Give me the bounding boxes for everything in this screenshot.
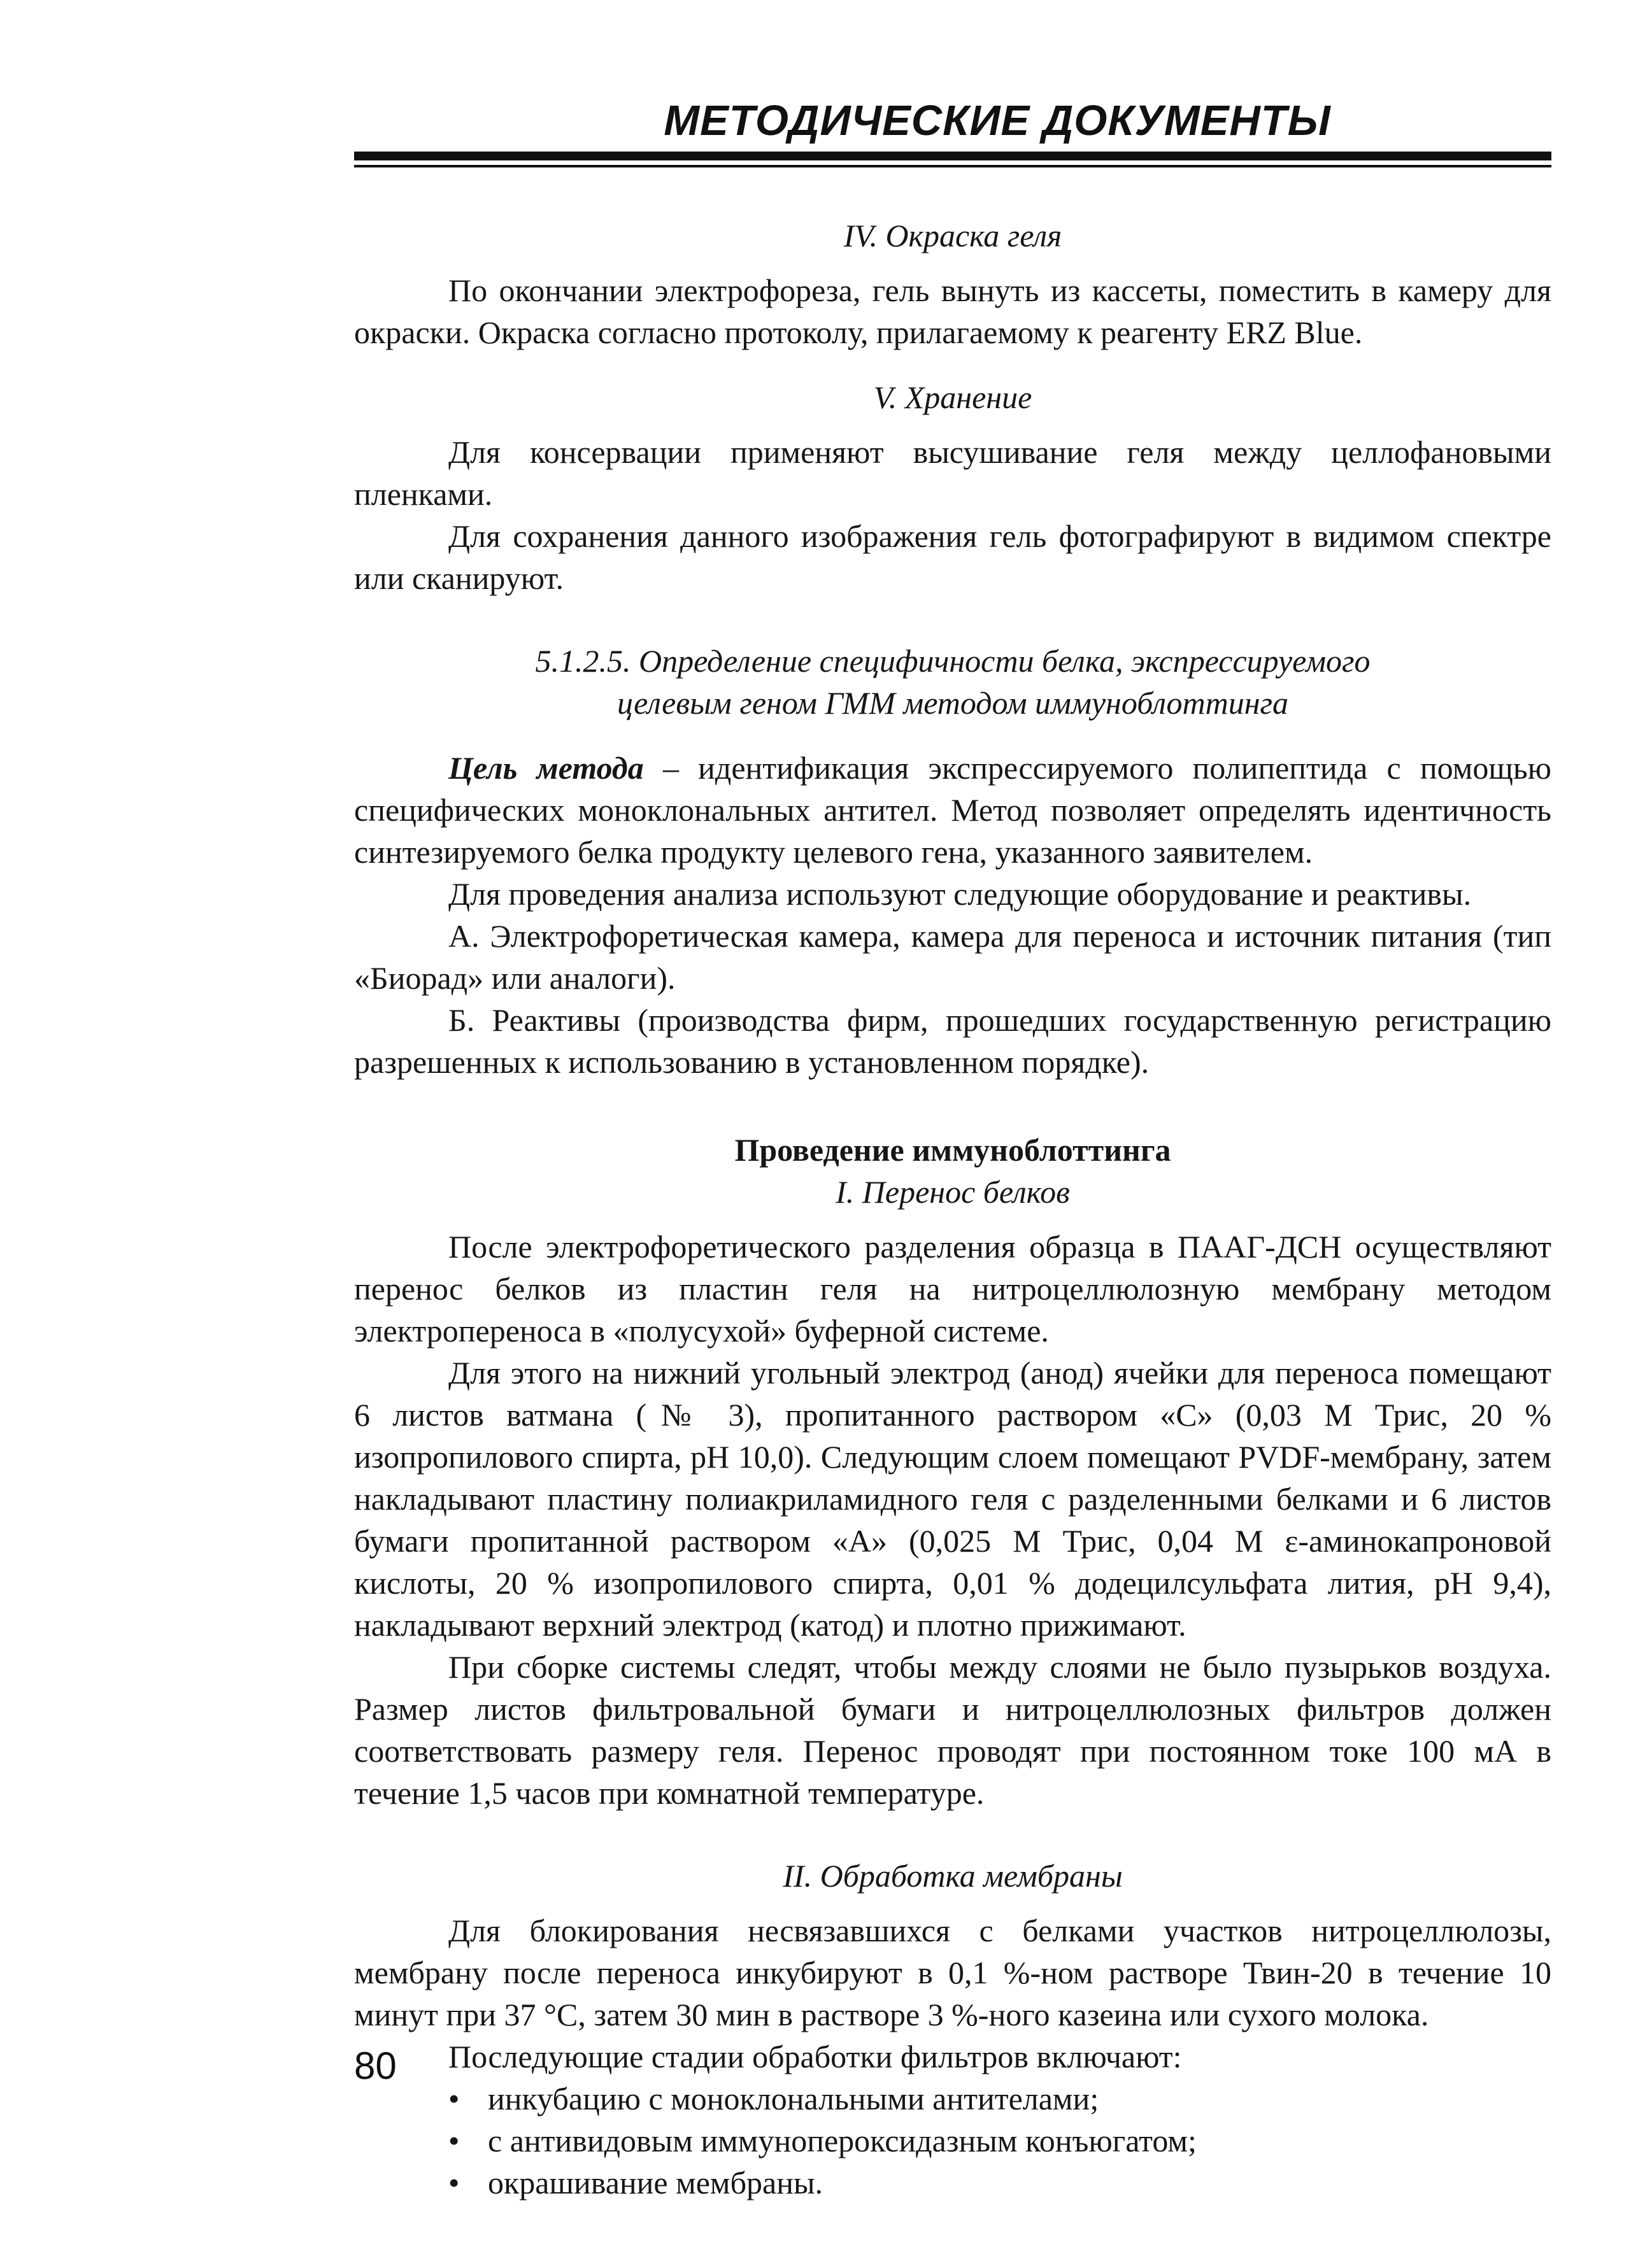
paragraph: После электрофоретического разделения образца в ПААГ-ДСН осуществляют перенос белков из пластин геля на нитроцеллюлозную мембрану методом электропереноса в «полусухой» буферной системе. (354, 1229, 1551, 1349)
section-title-line: 5.1.2.5. Определение специфичности белка, экспрессируемого (535, 643, 1371, 679)
list-item (354, 2162, 1551, 2204)
section-staining (354, 215, 1551, 353)
bullet-icon: • (448, 2081, 460, 2116)
text-column (354, 96, 1551, 2204)
page-number: 80 (354, 2045, 397, 2087)
bullet-icon: • (448, 2123, 460, 2158)
section-title-line: целевым геном ГММ методом иммуноблоттинга (616, 685, 1289, 721)
list-item-text: с антивидовым иммунопероксидазным конъюгатом; (488, 2123, 1197, 2158)
paragraph: При сборке системы следят, чтобы между слоями не было пузырьков воздуха. Размер листов фильтровальной бумаги и нитроцеллюлозных фильтров должен соответствовать размеру геля. Перенос проводят при постоянном токе 100 мА в течение 1,5 часов при комнатной температуре. (354, 1649, 1551, 1811)
paragraph: По окончании электрофореза, гель вынуть из кассеты, поместить в камеру для окраски. Окраска согласно протоколу, прилагаемому к реагенту ERZ Blue. (354, 273, 1551, 350)
paragraph: А. Электрофоретическая камера, камера для переноса и источник питания (тип «Биорад» или аналоги). (354, 918, 1551, 996)
section-title-storage: V. Хранение (873, 379, 1032, 415)
section-title-specificity (354, 640, 1551, 724)
goal-paragraph (354, 747, 1551, 873)
section-storage (354, 376, 1551, 599)
list-item (354, 2078, 1551, 2120)
paragraph: Последующие стадии обработки фильтров включают: (448, 2039, 1182, 2074)
section-title-staining: IV. Окраска геля (843, 218, 1062, 253)
paragraph: Для этого на нижний угольный электрод (анод) ячейки для переноса помещают 6 листов ватмана (№ 3), пропитанного раствором «С» (0,03 М Трис, 20 % изопропилового спирта, pH 10,0). Следующим слоем помещают PVDF-мембрану, затем накладывают пластину полиакриламидного геля с разделенными белками и 6 листов бумаги пропитанной раствором «А» (0,025 М Трис, 0,04 М ε-аминокапроновой кислоты, 20 % изопропилового спирта, 0,01 % додецилсульфата лития, pH 9,4), накладывают верхний электрод (катод) и плотно прижимают. (354, 1355, 1551, 1643)
section-membrane (354, 1855, 1551, 2204)
running-head-title: МЕТОДИЧЕСКИЕ ДОКУМЕНТЫ (664, 97, 1331, 145)
section-immunoblotting (354, 1129, 1551, 1814)
section-title-transfer: I. Перенос белков (836, 1174, 1070, 1210)
header-rule-thin (354, 165, 1551, 167)
paragraph: Для консервации применяют высушивание геля между целлофановыми пленками. (354, 434, 1551, 512)
paragraph: Для проведения анализа используют следующие оборудование и реактивы. (448, 876, 1472, 912)
bullet-list (354, 2078, 1551, 2204)
section-heading-immunoblotting: Проведение иммуноблоттинга (734, 1132, 1171, 1168)
header-rule-thick (354, 152, 1551, 160)
section-specificity (354, 640, 1551, 1083)
running-header (354, 96, 1551, 167)
paragraph: Б. Реактивы (производства фирм, прошедших государственную регистрацию разрешенных к использованию в установленном порядке). (354, 1002, 1551, 1080)
paragraph: Для блокирования несвязавшихся с белками участков нитроцеллюлозы, мембрану после переноса инкубируют в 0,1 %-ном растворе Твин-20 в течение 10 минут при 37 °С, затем 30 мин в растворе 3 %-ного казеина или сухого молока. (354, 1913, 1551, 2032)
list-item-text: окрашивание мембраны. (488, 2165, 823, 2201)
goal-text: – идентификация экспрессируемого полипептида с помощью специфических моноклональных антител. Метод позволяет определять идентичность синтезируемого белка продукту целевого гена, указанного заявителем. (354, 750, 1551, 870)
list-item (354, 2120, 1551, 2162)
list-item-text: инкубацию с моноклональными антителами; (488, 2081, 1099, 2116)
goal-label: Цель метода (448, 750, 644, 786)
bullet-icon: • (448, 2165, 460, 2201)
paragraph: Для сохранения данного изображения гель фотографируют в видимом спектре или сканируют. (354, 518, 1551, 596)
section-title-membrane: II. Обработка мембраны (783, 1858, 1123, 1894)
